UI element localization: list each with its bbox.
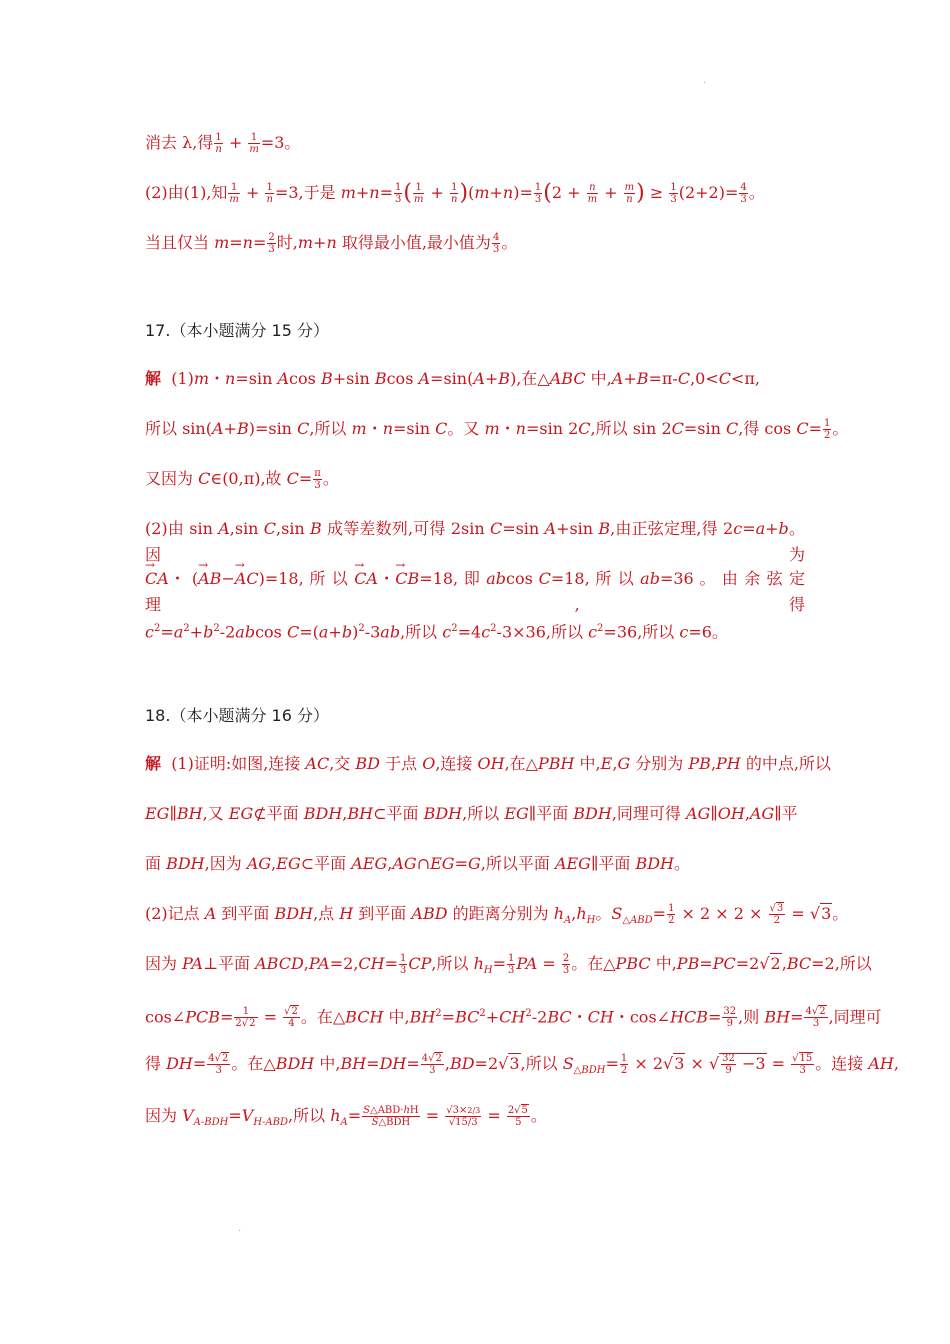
q18-jie: 解 (145, 754, 162, 773)
q18-heading: 18.（本小题满分 16 分） (145, 706, 329, 725)
q17-line-5: → CA・ (→ AB−→ AC)=18, 所 以 → CA・→ CB=18, 即 abcos C=18, 所 以 ab=36 。 由 余 弦 定 理 , 得 (145, 566, 805, 618)
q17-line-6: $c^2=a^2+b^2-2abcos$ $C=(a+b)^2-3ab$,所以 $c^2=4c^2-3\times 36$,所以 $c^2=36$,所以 c=6。 (145, 622, 728, 642)
q17-line-3: 又因为 C∈(0,π),故 C= $\frac{\pi}{3}$ 。 (145, 468, 339, 491)
line-16-2: (2)由(1),知 $\frac{1}{m}$ + $\frac{1}{n}$ =3,于是 m+n= $\frac{1}{3}$ ( $\frac{1}{m}$ + $\frac{1}{n}$ )(m+n)= $\frac{1}{3}$ (2 + $\frac{n}{m}$ + $\frac{m}{n}$ ) ≥ $\frac{1}{3}$ (2+2)= $\frac{4}{3}$ 。 (145, 180, 765, 206)
q17-heading: 17.（本小题满分 15 分） (145, 321, 329, 340)
q18-line-3: 面 BDH,因为 AG,EG⊂平面 AEG,AG∩EG=G,所以平面 AEG∥平面 BDH。 (145, 854, 690, 873)
scan-dot: · (703, 78, 707, 89)
q18-line-4: (2)记点 A 到平面 BDH,点 H 到平面 ABD 的距离分别为 $h_A,h_H$。$S_{\triangle ABD}=$ $\frac{1}{2}$ × 2 × 2 × $\frac{√3}{2}$ = √3。 (145, 903, 849, 927)
q18-line-1: 解 (1)证明:如图,连接 AC,交 BD 于点 O,连接 OH,在△PBH 中,E,G 分别为 PB,PH 的中点,所以 (145, 754, 831, 773)
q18-line-6: cos∠PCB= $\frac{1}{2√2}$ = $\frac{√2}{4}$ 。在△BCH 中$,BH^2=BC^2+CH^2-2BC$・CH・cos∠HCB= $\frac{32}{9}$ ,则 BH= $\frac{4√2}{3}$ ,同理可 (145, 1006, 882, 1030)
q18-line-2: EG∥BH,又 EG⊄平面 BDH,BH⊂平面 BDH,所以 EG∥平面 BDH,同理可得 AG∥OH,AG∥平 (145, 804, 798, 823)
q17-line-1: 解 (1)m・n=sin Acos B+sin Bcos A=sin(A+B),在△ABC 中,A+B=π-C,0<C<π, (145, 369, 760, 388)
q17-jie: 解 (145, 369, 162, 388)
q18-line-5: 因为 PA⊥平面 ABCD,PA=2,CH= $\frac{1}{3}$ CP,所以 $h_H=$ $\frac{1}{3}$ PA = $\frac{2}{3}$ 。在△PBC 中,PB=PC=2√2,BC=2,所以 (145, 953, 872, 977)
q18-line-7: 得 DH= $\frac{4√2}{3}$ 。在△BDH 中,BH=DH= $\frac{4√2}{3}$ ,BD=2√3,所以 $S_{\triangle BDH}=$ $\frac{1}{2}$ × 2√3 × √ $\frac{32}{9}$ −3 = $\frac{√15}{3}$ 。连接 AH, (145, 1053, 899, 1077)
q17-line-2: 所以 sin(A+B)=sin C,所以 m・n=sin C。又 m・n=sin 2C,所以 sin 2C=sin C,得 cos C= $\frac{1}{2}$ 。 (145, 418, 849, 441)
q18-line-8: 因为 $V_{A-BDH}=V_{H-ABD}$,所以 $h_A=$ $\frac{\text{S△ABD·hH}}{\text{S△BDH}}$ = $\frac{√3\times 2/3}{√15/3}$ = $\frac{2√5}{5}$ 。 (145, 1105, 547, 1129)
q17-line-4: (2)由 sin A,sin C,sin B 成等差数列,可得 2sin C=sin A+sin B,由正弦定理,得 2c=a+b。因为 (145, 519, 805, 564)
line-16-3: 当且仅当 m=n= $\frac{2}{3}$ 时,m+n 取得最小值,最小值为 $\frac{4}{3}$ 。 (145, 232, 518, 255)
scan-dot: · (238, 1226, 242, 1237)
line-16-1: 消去 λ,得 $\frac{1}{n}$ + $\frac{1}{m}$ =3。 (145, 132, 301, 155)
